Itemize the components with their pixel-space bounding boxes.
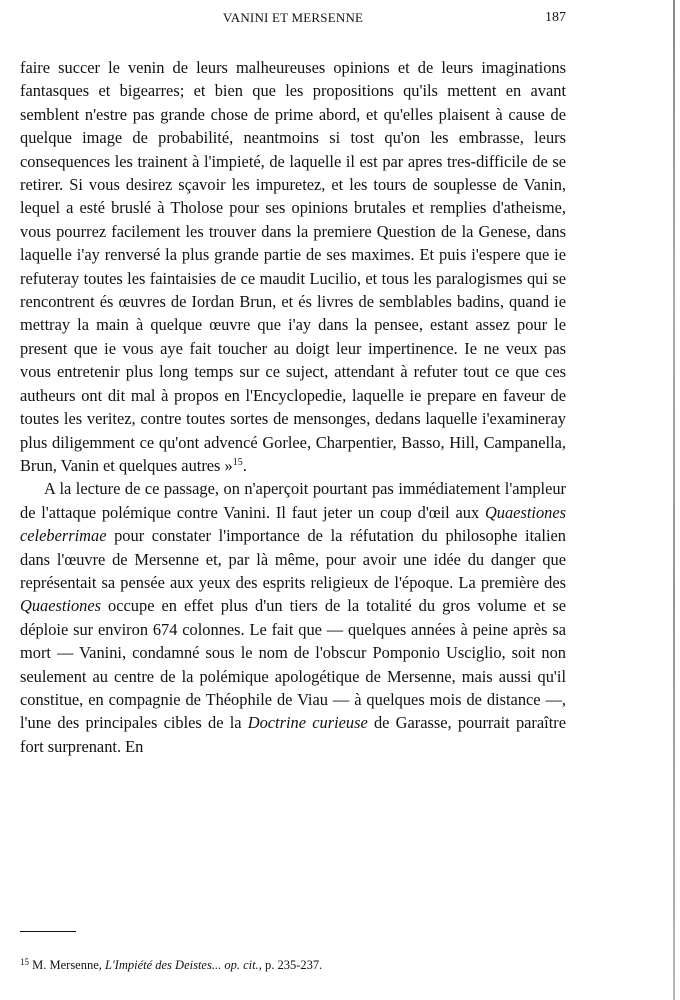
work-title-doctrine-curieuse: Doctrine curieuse	[247, 713, 368, 733]
paragraph-commentary	[20, 477, 566, 758]
footnote-pages: , p. 235-237.	[258, 958, 323, 972]
quotation-end: .	[242, 455, 247, 475]
commentary-text-1: A la lecture de ce passage, on n'aperçoit pourtant pas immédiatement l'ampleur de l'attaque polémique contre Vanini. Il faut jeter un coup d'œil aux	[20, 479, 566, 522]
paragraph-quotation	[20, 56, 566, 477]
body-text	[20, 56, 566, 758]
commentary-text-3: occupe en effet plus d'un tiers de la totalité du gros volume et se déploie sur environ 674 colonnes. Le fait que — quelques années à peine après sa mort — Vanini, condamné sous le nom de l'obscur Pomponio Usciglio, soit non seulement au centre de la polémique apologétique de Mersenne, mais aussi qu'il constitue, en compagnie de Théophile de Viau — à quelques mois de distance —, l'une des principales cibles de la	[20, 596, 566, 733]
footnote	[20, 957, 566, 973]
commentary-text-4: de Garasse, pourrait paraître fort surprenant. En	[20, 713, 566, 756]
footnote-reference[interactable]: 15	[232, 456, 243, 468]
work-title-quaestiones: Quaestiones	[20, 596, 102, 616]
work-title-quaestiones-celeberrimae: Quaestiones celeberrimae	[20, 502, 566, 546]
page-binding-edge	[673, 0, 675, 1000]
footnote-author: M. Mersenne,	[32, 958, 106, 972]
running-head	[20, 10, 566, 36]
footnote-number: 15	[20, 957, 29, 967]
commentary-text-2: pour constater l'importance de la réfutation du philosophe italien dans l'œuvre de Mersenne et, par là même, pour avoir une idée du danger que représentait sa pensée aux yeux des esprits religieux de l'époque. La première des	[20, 526, 566, 592]
footnote-title: L'Impiété des Deistes... op. cit.	[105, 958, 259, 972]
page-number: 187	[545, 10, 566, 25]
quotation-text: faire succer le venin de leurs malheureuses opinions et de leurs imaginations fantasques et bigearres; et bien que les propositions qu'ils mettent en avant semblent n'estre pas grande chose de prime abord, et qu'elles plaisent à cause de quelque image de probabilité, neantmoins si tost qu'on les embrasse, leurs consequences les trainent à l'impieté, de laquelle il est par apres tres-difficile de se retirer. Si vous desirez sçavoir les impuretez, et les tours de souplesse de Vanin, lequel a esté bruslé à Tholose pour ses opinions brutales et remplies d'atheisme, vous pourrez facilement les trouver dans la premiere Question de la Genese, dans laquelle i'ay renversé la plus grande partie de ses maximes. Et puis i'espere que ie refuteray toutes les faintaisies de ce maudit Lucilio, et tous les paralogismes qui se rencontrent és œuvres de Iordan Brun, et és livres de semblables badins, quand ie mettray la main à quelque œuvre que i'ay dans la pensee, estant assez pour le present que ie vous aye fait toucher au doigt leur impertinence. Ie ne veux pas vous entretenir plus long temps sur ce suject, attendant à refuter tout ce que ces autheurs ont dit mal à propos en l'Encyclopedie, laquelle ie prepare en faveur de toutes les veritez, contre toutes sortes de mensonges, dedans laquelle i'examineray plus diligemment ce qu'ont advencé Gorlee, Charpentier, Basso, Hill, Campanella, Brun, Vanin et quelques autres »	[20, 58, 566, 475]
running-title: VANINI ET MERSENNE	[222, 10, 364, 25]
footnote-separator	[20, 931, 76, 932]
